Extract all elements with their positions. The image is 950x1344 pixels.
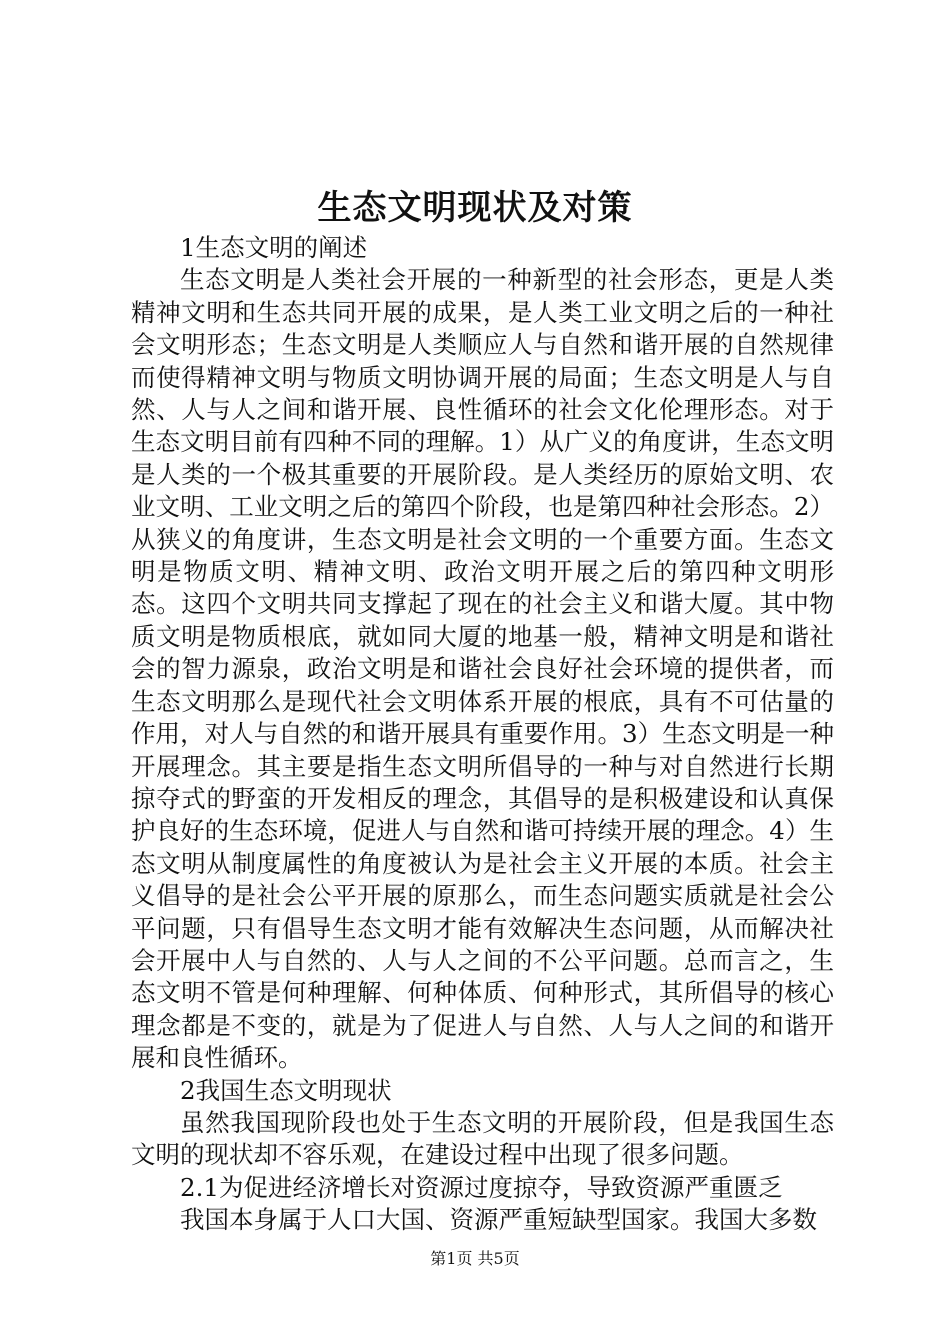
section-heading-1: 1生态文明的阐述: [180, 233, 368, 262]
body-paragraph-3: 我国本身属于人口大国、资源严重短缺型国家。我国大多数: [180, 1205, 817, 1235]
body-paragraph-2: 虽然我国现阶段也处于生态文明的开展阶段，但是我国生态文明的现状却不容乐观，在建设过程中出现了很多问题。: [131, 1107, 834, 1170]
document-title: 生态文明现状及对策: [317, 188, 633, 228]
body-paragraph-1: 生态文明是人类社会开展的一种新型的社会形态，更是人类精神文明和生态共同开展的成果，是人类工业文明之后的一种社会文明形态；生态文明是人类顺应人与自然和谐开展的自然规律而使得精神文明与物质文明协调开展的局面；生态文明是人与自然、人与人之间和谐开展、良性循环的社会文化伦理形态。对于生态文明目前有四种不同的理解。1）从广义的角度讲，生态文明是人类的一个极其重要的开展阶段。是人类经历的原始文明、农业文明、工业文明之后的第四个阶段，也是第四种社会形态。2）从狭义的角度讲，生态文明是社会文明的一个重要方面。生态文明是物质文明、精神文明、政治文明开展之后的第四种文明形态。这四个文明共同支撑起了现在的社会主义和谐大厦。其中物质文明是物质根底，就如同大厦的地基一般，精神文明是和谐社会的智力源泉，政治文明是和谐社会良好社会环境的提供者，而生态文明那么是现代社会文明体系开展的根底，具有不可估量的作用，对人与自然的和谐开展具有重要作用。3）生态文明是一种开展理念。其主要是指生态文明所倡导的一种与对自然进行长期掠夺式的野蛮的开发相反的理念，其倡导的是积极建设和认真保护良好的生态环境，促进人与自然和谐可持续开展的理念。4）生态文明从制度属性的角度被认为是社会主义开展的本质。社会主义倡导的是社会公平开展的原那么，而生态问题实质就是社会公平问题，只有倡导生态文明才能有效解决生态问题，从而解决社会开展中人与自然的、人与人之间的不公平问题。总而言之，生态文明不管是何种理解、何种体质、何种形式，其所倡导的核心理念都是不变的，就是为了促进人与自然、人与人之间的和谐开展和良性循环。: [131, 265, 834, 1073]
section-heading-2: 2我国生态文明现状: [180, 1075, 392, 1105]
page-footer: 第1页 共5页: [430, 1249, 520, 1268]
subsection-heading-2-1: 2.1为促进经济增长对资源过度掠夺，导致资源严重匮乏: [180, 1172, 783, 1202]
document-body: [131, 232, 834, 1237]
